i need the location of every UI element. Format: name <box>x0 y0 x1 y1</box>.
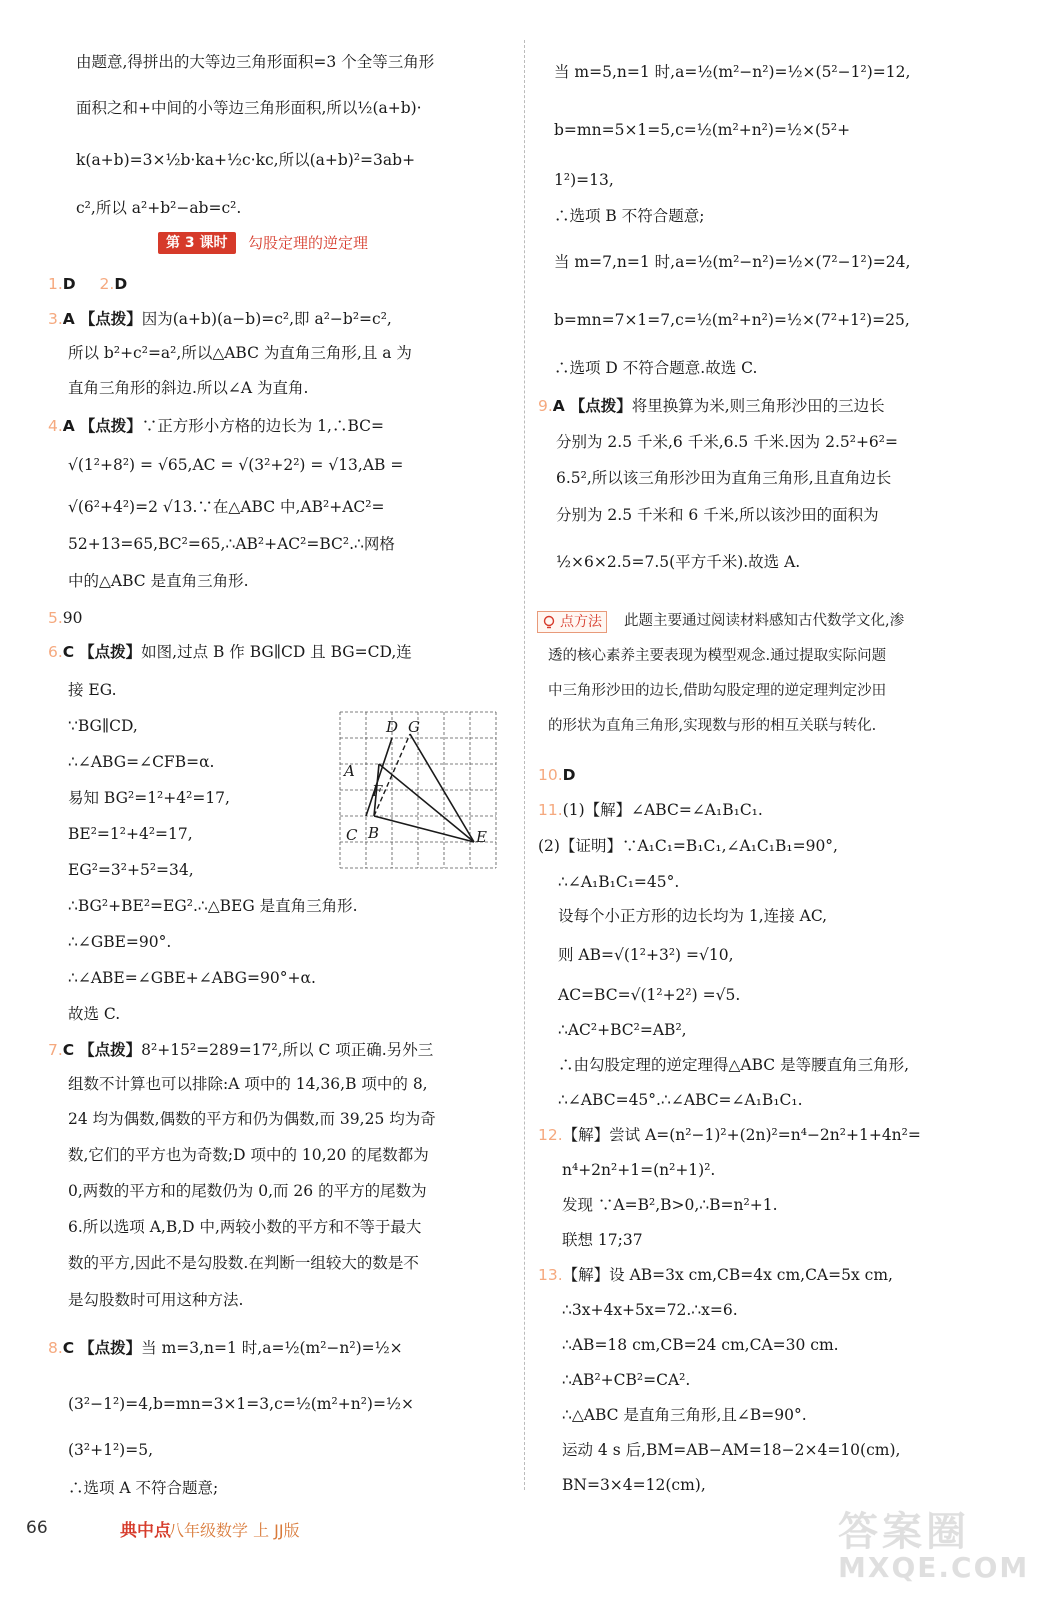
text-line: 当 m=5,n=1 时,a=½(m²−n²)=½×(5²−1²)=12, <box>554 63 911 81</box>
method-badge <box>537 611 607 633</box>
label-e: E <box>476 828 487 846</box>
question-number: 6. <box>48 643 63 661</box>
question-number: 2. <box>99 275 115 293</box>
method-line: 此题主要通过阅读材料感知古代数学文化,渗 <box>624 613 905 629</box>
label-g: G <box>408 718 420 736</box>
text-line: √(1²+8²) = √65,AC = √(3²+2²) = √13,AB = <box>68 456 404 474</box>
answer-choice: D <box>114 275 128 293</box>
text-line: n⁴+2n²+1=(n²+1)². <box>562 1161 716 1179</box>
text-line: (3²+1²)=5, <box>68 1441 154 1459</box>
text-line: BN=3×4=12(cm), <box>562 1476 706 1494</box>
lesson-badge: 第 3 课时 <box>158 232 236 254</box>
answer-choice: A <box>552 397 565 415</box>
text-line: ∴选项 D 不符合题意.故选 C. <box>554 359 758 377</box>
answer-1 <box>48 274 127 294</box>
question-number: 4. <box>48 417 63 435</box>
question-number: 1. <box>48 275 63 293</box>
text-line: ∴AB²+CB²=CA². <box>562 1371 691 1389</box>
text-line: 由题意,得拼出的大等边三角形面积=3 个全等三角形 <box>76 53 435 71</box>
method-line: 的形状为直角三角形,实现数与形的相互关联与转化. <box>548 718 877 734</box>
text-line: ∴选项 B 不符合题意; <box>554 207 705 225</box>
question-number: 5. <box>48 609 63 627</box>
answer-choice: C <box>62 1339 75 1357</box>
text-line: 24 均为偶数,偶数的平方和仍为偶数,而 39,25 均为奇 <box>68 1110 436 1128</box>
answer-10 <box>538 765 576 785</box>
answer-4-head <box>48 416 384 436</box>
text-line: ∴选项 A 不符合题意; <box>68 1479 219 1497</box>
text-line: 故选 C. <box>68 1005 121 1023</box>
text-line: ∴△ABC 是直角三角形,且∠B=90°. <box>562 1406 807 1424</box>
text-line: ∴BG²+BE²=EG².∴△BEG 是直角三角形. <box>68 897 358 915</box>
brand-logo: 典中点 <box>120 1521 171 1541</box>
text-line: (1)【解】∠ABC=∠A₁B₁C₁. <box>562 801 763 819</box>
text-line: ∵BG∥CD, <box>68 717 138 735</box>
text-line: (2)【证明】∵A₁C₁=B₁C₁,∠A₁C₁B₁=90°, <box>538 837 838 855</box>
text-line: 组数不计算也可以排除:A 项中的 14,36,B 项中的 8, <box>68 1075 428 1093</box>
text-line: 数的平方,因此不是勾股数.在判断一组较大的数是不 <box>68 1254 419 1272</box>
watermark-site: MXQE.COM <box>838 1551 1030 1584</box>
text-line: 运动 4 s 后,BM=AB−AM=18−2×4=10(cm), <box>562 1441 901 1459</box>
text-line: 中的△ABC 是直角三角形. <box>68 572 249 590</box>
segment-ge <box>410 734 474 842</box>
label-f: F <box>372 782 383 800</box>
text-line: 接 EG. <box>68 681 117 699</box>
hint-tag: 【点拨】 <box>79 1041 142 1059</box>
text-line: ∴∠A₁B₁C₁=45°. <box>558 873 680 891</box>
hint-tag: 【点拨】 <box>79 417 142 435</box>
method-badge-label: 点方法 <box>560 614 602 630</box>
answer-8-head <box>48 1338 403 1358</box>
text-line: 所以 b²+c²=a²,所以△ABC 为直角三角形,且 a 为 <box>68 344 412 362</box>
text-line: 【解】尝试 A=(n²−1)²+(2n)²=n⁴−2n²+1+4n²= <box>562 1126 921 1144</box>
watermark-main: 答案圈 <box>838 1509 970 1555</box>
text-line: ∴由勾股定理的逆定理得△ABC 是等腰直角三角形, <box>558 1056 910 1074</box>
text-line: ½×6×2.5=7.5(平方千米).故选 A. <box>556 553 801 571</box>
text-line: c²,所以 a²+b²−ab=c². <box>76 199 242 217</box>
text-line: k(a+b)=3×½b·ka+½c·kc,所以(a+b)²=3ab+ <box>76 151 416 169</box>
page-number: 66 <box>26 1518 48 1538</box>
answer-choice: A <box>62 417 75 435</box>
text-line: 发现 ∵A=B²,B>0,∴B=n²+1. <box>562 1196 778 1214</box>
text-line: 6.5²,所以该三角形沙田为直角三角形,且直角边长 <box>556 469 892 487</box>
text-line: 联想 17;37 <box>562 1231 643 1249</box>
text-line: b=mn=7×1=7,c=½(m²+n²)=½×(7²+1²)=25, <box>554 311 910 329</box>
label-d: D <box>386 718 399 736</box>
text-line: 设每个小正方形的边长均为 1,连接 AC, <box>558 907 828 925</box>
answer-choice: D <box>562 766 576 784</box>
grid-figure <box>338 710 498 870</box>
text-line: ∴AC²+BC²=AB², <box>558 1021 687 1039</box>
answer-9-head <box>538 396 885 416</box>
text-line: 1²)=13, <box>554 171 614 189</box>
question-number: 11. <box>538 801 563 819</box>
answer-choice: C <box>62 1041 75 1059</box>
answer-5 <box>48 608 83 628</box>
watermark <box>838 1500 1029 1584</box>
method-line: 中三角形沙田的边长,借助勾股定理的逆定理判定沙田 <box>548 683 887 699</box>
book-title: 八年级数学 上 JJ版 <box>168 1521 300 1540</box>
text-line: 分别为 2.5 千米,6 千米,6.5 千米.因为 2.5²+6²= <box>556 433 898 451</box>
method-line: 透的核心素养主要表现为模型观念.通过提取实际问题 <box>548 648 887 664</box>
text-line: ∴∠ABC=45°.∴∠ABC=∠A₁B₁C₁. <box>558 1091 803 1109</box>
text-line: 如图,过点 B 作 BG∥CD 且 BG=CD,连 <box>141 643 412 661</box>
text-line: 当 m=3,n=1 时,a=½(m²−n²)=½× <box>141 1339 403 1357</box>
hint-tag: 【点拨】 <box>569 397 632 415</box>
answer-13-head <box>538 1265 893 1285</box>
text-line: 分别为 2.5 千米和 6 千米,所以该沙田的面积为 <box>556 506 879 524</box>
question-number: 12. <box>538 1126 563 1144</box>
question-number: 3. <box>48 310 63 328</box>
answer-choice: D <box>62 275 76 293</box>
text-line: 【解】设 AB=3x cm,CB=4x cm,CA=5x cm, <box>562 1266 893 1284</box>
lightbulb-icon <box>542 615 556 629</box>
lesson-title: 勾股定理的逆定理 <box>248 234 369 252</box>
text-line: 6.所以选项 A,B,D 中,两较小数的平方和不等于最大 <box>68 1218 422 1236</box>
text-line: 8²+15²=289=17²,所以 C 项正确.另外三 <box>141 1041 434 1059</box>
text-line: 数,它们的平方也为奇数;D 项中的 10,20 的尾数都为 <box>68 1146 429 1164</box>
text-line: ∴∠ABE=∠GBE+∠ABG=90°+α. <box>68 969 316 987</box>
text-line: ∴3x+4x+5x=72.∴x=6. <box>562 1301 738 1319</box>
text-line: √(6²+4²)=2 √13.∵在△ABC 中,AB²+AC²= <box>68 498 385 516</box>
label-b: B <box>368 824 380 842</box>
text-line: ∴∠GBE=90°. <box>68 933 172 951</box>
answer-choice: C <box>62 643 75 661</box>
question-number: 13. <box>538 1266 563 1284</box>
text-line: 52+13=65,BC²=65,∴AB²+AC²=BC².∴网格 <box>68 535 395 553</box>
question-number: 10. <box>538 766 563 784</box>
question-number: 7. <box>48 1041 63 1059</box>
text-line: 因为(a+b)(a−b)=c²,即 a²−b²=c², <box>141 310 392 328</box>
text-line: AC=BC=√(1²+2²) =√5. <box>558 986 741 1004</box>
question-number: 9. <box>538 397 553 415</box>
hint-tag: 【点拨】 <box>79 310 142 328</box>
question-number: 8. <box>48 1339 63 1357</box>
text-line: 直角三角形的斜边.所以∠A 为直角. <box>68 379 309 397</box>
text-line: BE²=1²+4²=17, <box>68 825 193 843</box>
answer-12-head <box>538 1125 921 1145</box>
text-line: 易知 BG²=1²+4²=17, <box>68 789 230 807</box>
text-line: ∵正方形小方格的边长为 1,∴BC= <box>141 417 384 435</box>
answer-7-head <box>48 1040 433 1060</box>
answer-value: 90 <box>62 609 83 627</box>
text-line: ∴AB=18 cm,CB=24 cm,CA=30 cm. <box>562 1336 839 1354</box>
text-line: 将里换算为米,则三角形沙田的三边长 <box>631 397 885 415</box>
label-a: A <box>344 762 355 780</box>
text-line: ∴∠ABG=∠CFB=α. <box>68 753 215 771</box>
text-line: 是勾股数时可用这种方法. <box>68 1291 244 1309</box>
text-line: 则 AB=√(1²+3²) =√10, <box>558 946 734 964</box>
hint-tag: 【点拨】 <box>79 1339 142 1357</box>
text-line: 0,两数的平方和的尾数仍为 0,而 26 的平方的尾数为 <box>68 1182 427 1200</box>
text-line: (3²−1²)=4,b=mn=3×1=3,c=½(m²+n²)=½× <box>68 1395 414 1413</box>
label-c: C <box>346 826 358 844</box>
hint-tag: 【点拨】 <box>79 643 142 661</box>
answer-choice: A <box>62 310 75 328</box>
answer-3-head <box>48 309 392 329</box>
text-line: 面积之和+中间的小等边三角形面积,所以½(a+b)· <box>76 99 422 117</box>
text-line: 当 m=7,n=1 时,a=½(m²−n²)=½×(7²−1²)=24, <box>554 253 911 271</box>
column-divider <box>524 40 525 1490</box>
answer-6-head <box>48 642 412 662</box>
answer-11-head <box>538 800 763 820</box>
text-line: b=mn=5×1=5,c=½(m²+n²)=½×(5²+ <box>554 121 851 139</box>
text-line: EG²=3²+5²=34, <box>68 861 194 879</box>
